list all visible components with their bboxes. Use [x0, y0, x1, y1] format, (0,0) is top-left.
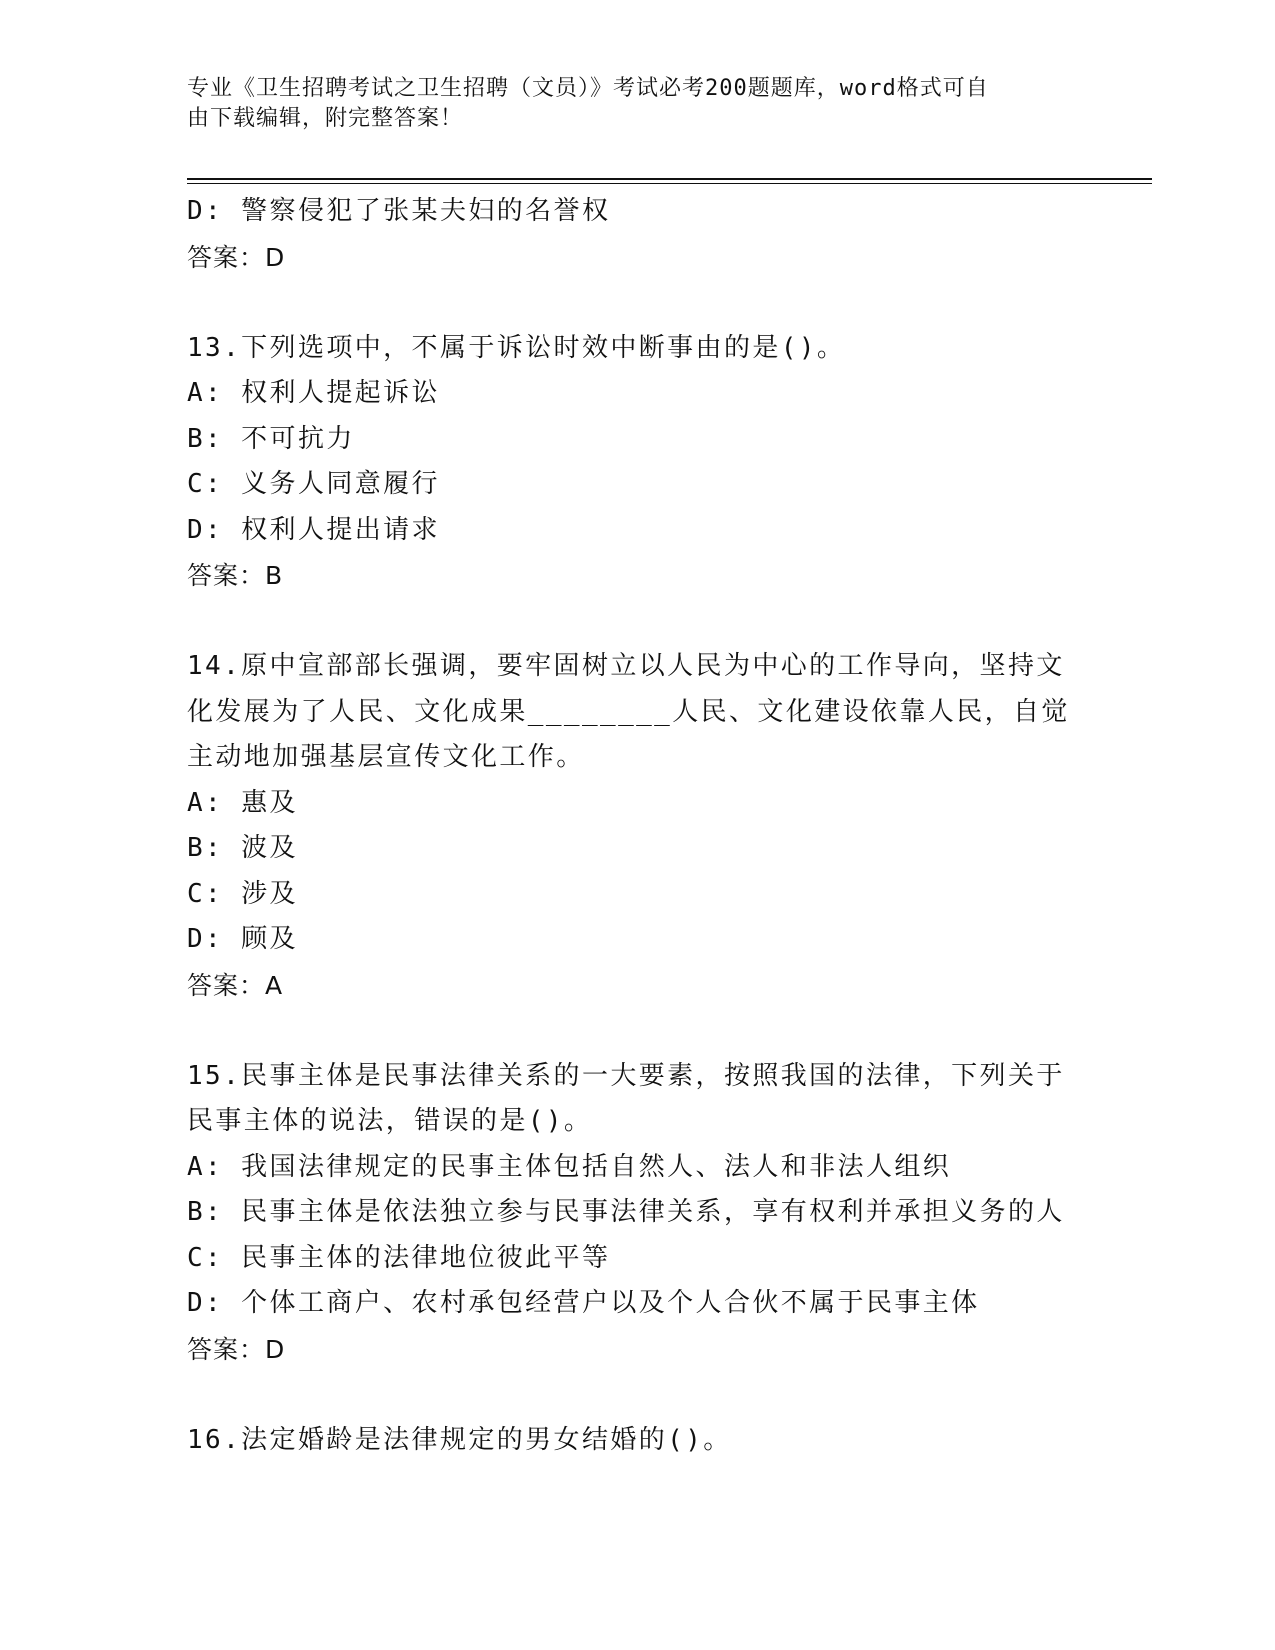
- answer-line: 答案：D: [187, 242, 286, 272]
- option-d: D: 警察侵犯了张某夫妇的名誉权: [187, 196, 611, 226]
- spacer: [187, 599, 1087, 645]
- question-stem: 16.法定婚龄是法律规定的男女结婚的()。: [187, 1424, 732, 1455]
- question-content: [187, 189, 1087, 1463]
- option-b: B: 不可抗力: [187, 423, 355, 454]
- page-header: [187, 74, 1087, 134]
- option-a: A: 我国法律规定的民事主体包括自然人、法人和非法人组织: [187, 1151, 952, 1182]
- question-stem-line-2: 民事主体的说法，错误的是()。: [187, 1106, 593, 1136]
- question-14: [187, 644, 1087, 1008]
- question-stem: 13.下列选项中，不属于诉讼时效中断事由的是()。: [187, 332, 846, 363]
- question-stem-line-3: 主动地加强基层宣传文化工作。: [187, 742, 585, 772]
- header-title-line-2: 由下载编辑，附完整答案！: [187, 106, 464, 131]
- spacer: [187, 1372, 1087, 1418]
- question-stem-line-1: 15.民事主体是民事法律关系的一大要素，按照我国的法律，下列关于: [187, 1060, 1065, 1091]
- option-a: A: 惠及: [187, 787, 298, 818]
- question-13: [187, 326, 1087, 599]
- option-b: B: 民事主体是依法独立参与民事法律关系，享有权利并承担义务的人: [187, 1197, 1065, 1227]
- spacer: [187, 1008, 1087, 1054]
- question-stem-line-1: 14.原中宣部部长强调，要牢固树立以人民为中心的工作导向，坚持文: [187, 651, 1065, 681]
- header-rule-thin: [187, 183, 1152, 184]
- option-c: C: 义务人同意履行: [187, 469, 440, 499]
- answer-line: 答案：B: [187, 561, 284, 590]
- option-a: A: 权利人提起诉讼: [187, 378, 440, 408]
- option-c: C: 涉及: [187, 878, 298, 909]
- header-title-line-1: 专业《卫生招聘考试之卫生招聘（文员）》考试必考200题题库，word格式可自: [187, 76, 989, 101]
- spacer: [187, 280, 1087, 326]
- header-rule-thick: [187, 178, 1152, 180]
- option-c: C: 民事主体的法律地位彼此平等: [187, 1242, 611, 1273]
- option-b: B: 波及: [187, 833, 298, 863]
- answer-line: 答案：D: [187, 1334, 286, 1364]
- answer-line: 答案：A: [187, 970, 284, 1000]
- question-15: [187, 1054, 1087, 1373]
- question-16: [187, 1418, 1087, 1464]
- option-d: D: 权利人提出请求: [187, 514, 440, 545]
- option-d: D: 个体工商户、农村承包经营户以及个人合伙不属于民事主体: [187, 1288, 980, 1318]
- question-stem-line-2: 化发展为了人民、文化成果________人民、文化建设依靠人民，自觉: [187, 696, 1070, 727]
- option-d: D: 顾及: [187, 924, 298, 954]
